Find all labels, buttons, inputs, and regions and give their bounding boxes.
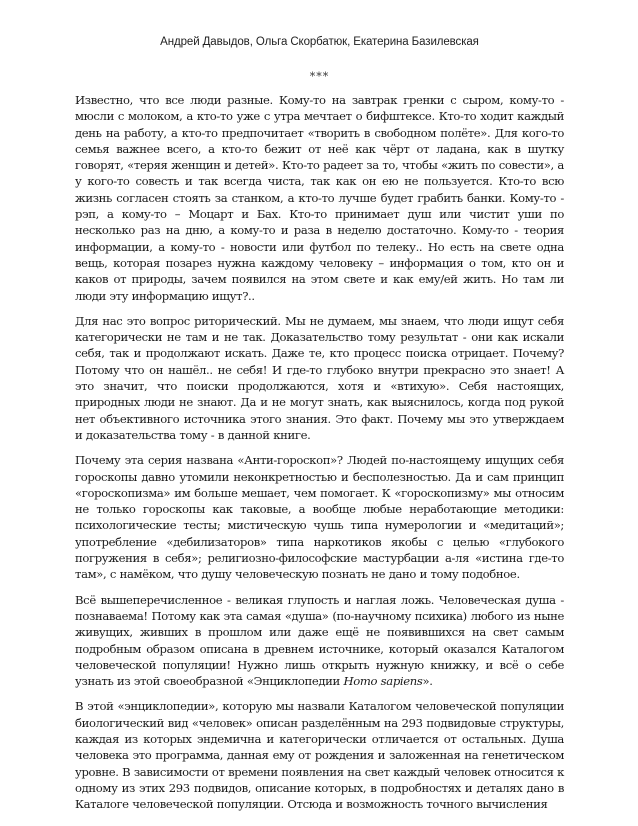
running-header-authors: Андрей Давыдов, Ольга Скорбатюк, Екатерина Базилевская	[160, 36, 479, 48]
section-separator: ***	[309, 70, 330, 83]
paragraph-4-text: Всё вышеперечисленное - великая глупость и наглая ложь. Человеческая душа - познаваема! Потому как эта самая «душа» (по-научному психика) любого из ныне живущих, живших в прошлом или даже ещё не появившихся на свет самым подробным образом описана в древнем источнике, который оказался Каталогом человеческой популяции! Нужно лишь открыть нужную книжку, и всё о себе узнать из этой своеобразной «Энциклопедии	[75, 592, 564, 689]
paragraph-3: Почему эта серия названа «Анти-гороскоп»? Людей по-настоящему ищущих себя гороскопы давно утомили неконкретностью и бесполезностью. Да и сам принцип «гороскопизма» им больше мешает, чем помогает. К «гороскопизму» мы относим не только гороскопы как таковые, а вообще любые неработающие методики: психологические тесты; мистическую чушь типа нумерологии и «медитаций»; употребление «дебилизаторов» типа наркотиков якобы с целью «глубокого погружения в себя»; религиозно-философские мастурбации а-ля «истина где-то там», с намёком, что душу человеческую познать не дано и тому подобное.	[75, 453, 564, 582]
paragraph-2: Для нас это вопрос риторический. Мы не думаем, мы знаем, что люди ищут себя категорически не там и не так. Доказательство тому результат - они как искали себя, так и продолжают искать. Даже те, кто процесс поиска отрицает. Почему? Потому что он нашёл.. не себя! И где-то глубоко внутри прекрасно это знает! А это значит, что поиски продолжаются, хотя и «втихую». Себя настоящих, природных люди не знают. Да и не могут знать, как выяснилось, когда под рукой нет объективного источника этого знания. Это факт. Почему мы это утверждаем и доказательства тому - в данной книге.	[75, 313, 564, 442]
paragraph-4-tail: ».	[422, 674, 433, 689]
italic-term-homo-sapiens: Homo sapiens	[343, 674, 423, 689]
paragraph-1: Известно, что все люди разные. Кому-то на завтрак гренки с сыром, кому-то - мюсли с молоком, а кто-то уже с утра мечтает о бифштексе. Кто-то ходит каждый день на работу, а кто-то предпочитает «творить в свободном полёте». Для кого-то семья важнее всего, а кто-то бежит от неё как чёрт от ладана, как в шутку говорят, «теряя женщин и детей». Кто-то радеет за то, чтобы «жить по совести», а у кого-то совесть и так всегда чиста, так как он ею не пользуется. Кто-то всю жизнь согласен стоять за станком, а кто-то лучше будет грабить банки. Кому-то - рэп, а кому-то – Моцарт и Бах. Кто-то принимает душ или чистит уши по несколько раз на дню, а кому-то и раза в неделю достаточно. Кому-то - теория информации, а кому-то - новости или футбол по телеку.. Но есть на свете одна вещь, которая позарез нужна каждому человеку – информация о том, кто он и каков от природы, зачем появился на этом свете и как ему/ей жить. Но там ли люди эту информацию ищут?..	[75, 93, 564, 303]
paragraph-5: В этой «энциклопедии», которую мы назвали Каталогом человеческой популяции биологический вид «человек» описан разделённым на 293 подвидовые структуры, каждая из которых эндемична и категорически отличается от остальных. Душа человека это программа, данная ему от рождения и заложенная на генетическом уровне. В зависимости от времени появления на свет каждый человек относится к одному из этих 293 подвидов, описание которых, в подробностях и деталях дано в Каталоге человеческой популяции. Отсюда и возможность точного вычисления	[75, 699, 564, 812]
paragraph-4	[75, 592, 564, 690]
